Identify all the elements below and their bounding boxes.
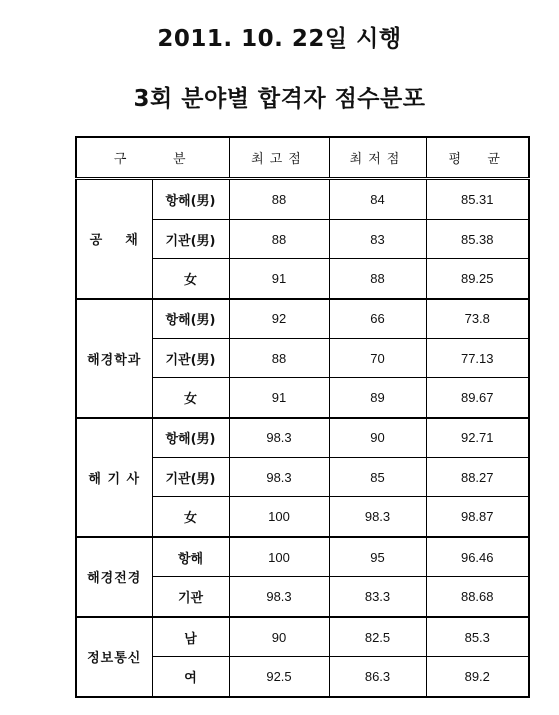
min-score-cell: 95 [329, 537, 426, 577]
min-score-cell: 88 [329, 259, 426, 299]
group-label: 해 기 사 [76, 418, 152, 537]
avg-score-cell: 88.68 [426, 577, 529, 617]
subgroup-label: 항해(男) [152, 418, 229, 458]
subgroup-label: 항해 [152, 537, 229, 577]
subgroup-label: 女 [152, 259, 229, 299]
max-score-cell: 100 [229, 537, 329, 577]
subgroup-label: 남 [152, 617, 229, 657]
table-row [76, 537, 529, 577]
subgroup-label: 기관(男) [152, 220, 229, 259]
header-category: 구 분 [76, 137, 229, 179]
max-score-cell: 92.5 [229, 657, 329, 697]
min-score-cell: 86.3 [329, 657, 426, 697]
subgroup-label: 항해(男) [152, 299, 229, 339]
header-min-score: 최저점 [329, 137, 426, 179]
avg-score-cell: 89.2 [426, 657, 529, 697]
min-score-cell: 70 [329, 339, 426, 378]
group-label: 해경학과 [76, 299, 152, 418]
max-score-cell: 91 [229, 259, 329, 299]
avg-score-cell: 85.31 [426, 179, 529, 220]
min-score-cell: 82.5 [329, 617, 426, 657]
subgroup-label: 女 [152, 497, 229, 537]
subgroup-label: 기관(男) [152, 458, 229, 497]
subgroup-label: 항해(男) [152, 179, 229, 220]
avg-score-cell: 89.67 [426, 378, 529, 418]
max-score-cell: 88 [229, 220, 329, 259]
avg-score-cell: 88.27 [426, 458, 529, 497]
max-score-cell: 88 [229, 179, 329, 220]
score-distribution-table [75, 136, 530, 698]
table-row [76, 418, 529, 458]
subgroup-label: 女 [152, 378, 229, 418]
document-subtitle: 3회 분야별 합격자 점수분포 [133, 86, 426, 112]
min-score-cell: 89 [329, 378, 426, 418]
avg-score-cell: 89.25 [426, 259, 529, 299]
max-score-cell: 98.3 [229, 458, 329, 497]
max-score-cell: 98.3 [229, 577, 329, 617]
subgroup-label: 여 [152, 657, 229, 697]
avg-score-cell: 73.8 [426, 299, 529, 339]
min-score-cell: 83 [329, 220, 426, 259]
group-label: 정보통신 [76, 617, 152, 697]
header-max-score: 최고점 [229, 137, 329, 179]
table-row [76, 617, 529, 657]
min-score-cell: 66 [329, 299, 426, 339]
avg-score-cell: 96.46 [426, 537, 529, 577]
table-header-row [76, 137, 529, 179]
avg-score-cell: 85.3 [426, 617, 529, 657]
table-row [76, 299, 529, 339]
max-score-cell: 88 [229, 339, 329, 378]
max-score-cell: 100 [229, 497, 329, 537]
max-score-cell: 92 [229, 299, 329, 339]
avg-score-cell: 77.13 [426, 339, 529, 378]
min-score-cell: 90 [329, 418, 426, 458]
max-score-cell: 98.3 [229, 418, 329, 458]
min-score-cell: 85 [329, 458, 426, 497]
avg-score-cell: 98.87 [426, 497, 529, 537]
table-row [76, 179, 529, 220]
min-score-cell: 83.3 [329, 577, 426, 617]
subgroup-label: 기관(男) [152, 339, 229, 378]
avg-score-cell: 92.71 [426, 418, 529, 458]
group-label: 해경전경 [76, 537, 152, 617]
min-score-cell: 84 [329, 179, 426, 220]
group-label: 공 채 [76, 179, 152, 299]
min-score-cell: 98.3 [329, 497, 426, 537]
header-average: 평 균 [426, 137, 529, 179]
avg-score-cell: 85.38 [426, 220, 529, 259]
max-score-cell: 91 [229, 378, 329, 418]
subgroup-label: 기관 [152, 577, 229, 617]
max-score-cell: 90 [229, 617, 329, 657]
document-title: 2011. 10. 22일 시행 [157, 26, 402, 52]
